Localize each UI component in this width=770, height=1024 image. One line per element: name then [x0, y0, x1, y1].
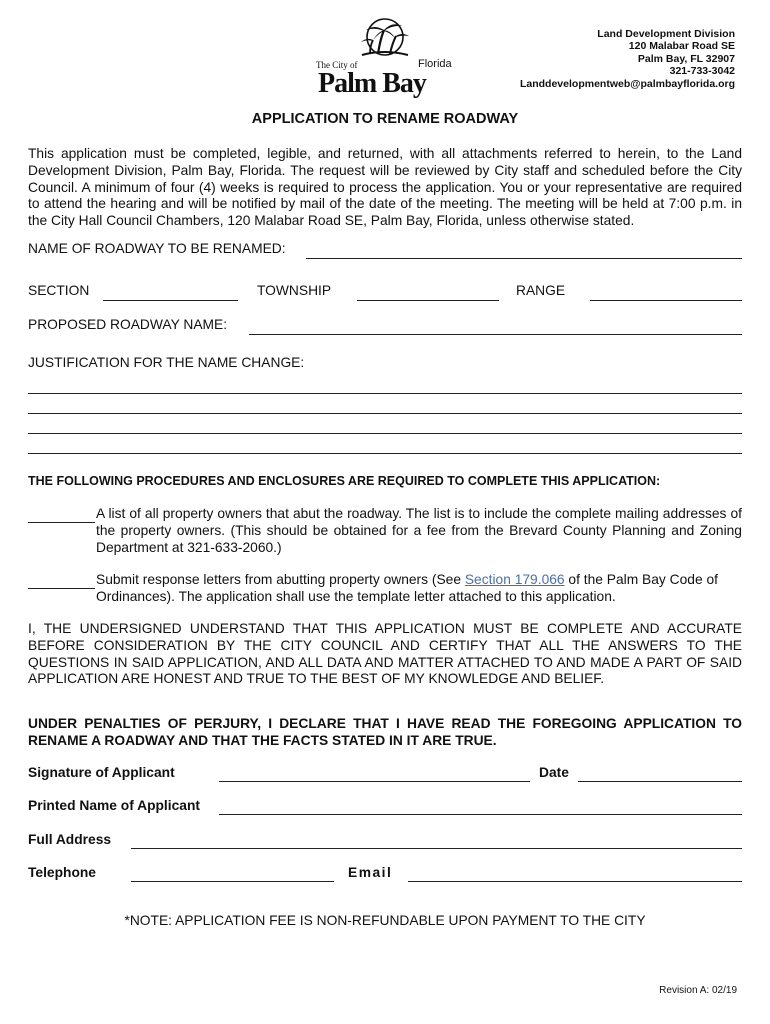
telephone-field[interactable]: [131, 865, 334, 882]
justification-line-2[interactable]: [28, 397, 742, 414]
palm-bay-logo: [312, 18, 458, 100]
fee-note: *NOTE: APPLICATION FEE IS NON-REFUNDABLE UPON PAYMENT TO THE CITY: [124, 913, 646, 928]
roadway-name-label: NAME OF ROADWAY TO BE RENAMED:: [28, 241, 286, 256]
logo-palm-bay-text: Palm Bay: [318, 68, 426, 99]
signature-label: Signature of Applicant: [28, 765, 175, 780]
procedure-2-text: [96, 572, 742, 606]
date-field[interactable]: [578, 765, 742, 782]
justification-line-1[interactable]: [28, 377, 742, 394]
procedure-1-check-blank[interactable]: [28, 506, 95, 523]
address-phone: 321-733-3042: [669, 65, 735, 78]
email-label: Email: [348, 865, 393, 880]
email-field[interactable]: [408, 865, 742, 882]
address-city: Palm Bay, FL 32907: [637, 52, 735, 65]
revision-label: Revision A: 02/19: [659, 985, 737, 996]
justification-label: JUSTIFICATION FOR THE NAME CHANGE:: [28, 355, 305, 370]
procedure-2-check-blank[interactable]: [28, 572, 95, 589]
township-field[interactable]: [357, 284, 499, 301]
address-email: Landdevelopmentweb@palmbayflorida.org: [519, 77, 735, 90]
roadway-name-field[interactable]: [306, 242, 742, 259]
procedure-2-text-after: of the Palm Bay Code of Ordinances). The application shall use the template letter attached to this application.: [96, 572, 718, 604]
range-field[interactable]: [590, 284, 742, 301]
township-label: TOWNSHIP: [257, 283, 332, 298]
section-field[interactable]: [103, 284, 238, 301]
procedure-1-text: A list of all property owners that abut the roadway. The list is to include the complete mailing addresses of the property owners. (This should be obtained for a fee from the Brevard County Planning and Zoning Department at 321-633-2060.): [96, 506, 742, 555]
perjury-declaration: UNDER PENALTIES OF PERJURY, I DECLARE THAT I HAVE READ THE FOREGOING APPLICATION TO RENAME A ROADWAY AND THAT THE FACTS STATED IN IT ARE TRUE.: [28, 716, 742, 748]
printed-name-field[interactable]: [219, 798, 742, 815]
justification-line-4[interactable]: [28, 437, 742, 454]
proposed-name-label: PROPOSED ROADWAY NAME:: [28, 317, 228, 332]
procedures-heading: THE FOLLOWING PROCEDURES AND ENCLOSURES ARE REQUIRED TO COMPLETE THIS APPLICATION:: [28, 474, 661, 488]
proposed-name-field[interactable]: [249, 318, 742, 335]
full-address-label: Full Address: [28, 832, 112, 847]
certification-statement: I, THE UNDERSIGNED UNDERSTAND THAT THIS APPLICATION MUST BE COMPLETE AND ACCURATE BEFORE CONSIDERATION BY THE CITY COUNCIL AND CERTIFY THAT ALL THE ANSWERS TO THE QUESTIONS IN SAID APPLICATION, AND ALL DATA AND MATTER ATTACHED TO AND MADE A PART OF SAID APPLICATION ARE HONEST AND TRUE TO THE BEST OF MY KNOWLEDGE AND BELIEF.: [28, 621, 742, 687]
address-division: Land Development Division: [597, 28, 735, 40]
printed-name-label: Printed Name of Applicant: [28, 798, 200, 813]
date-label: Date: [539, 765, 569, 780]
full-address-field[interactable]: [131, 832, 742, 849]
section-label: SECTION: [28, 283, 90, 298]
telephone-label: Telephone: [28, 865, 96, 880]
range-label: RANGE: [516, 283, 566, 298]
logo-city-of-text: The City of: [316, 60, 358, 70]
procedure-2-text-before: Submit response letters from abutting property owners (See: [96, 572, 465, 587]
address-block: [520, 28, 735, 90]
logo-florida-text: Florida: [418, 58, 452, 70]
intro-paragraph: This application must be completed, legible, and returned, with all attachments referred to herein, to the Land Development Division, Palm Bay, Florida. The request will be reviewed by City staff and scheduled before the City Council. A minimum of four (4) weeks is required to process the application. You or your representative are required to attend the hearing and will be notified by mail of the date of the meeting. The meeting will be held at 7:00 p.m. in the City Hall Council Chambers, 120 Malabar Road SE, Palm Bay, Florida, unless otherwise stated.: [28, 146, 742, 229]
justification-line-3[interactable]: [28, 417, 742, 434]
page-title: APPLICATION TO RENAME ROADWAY: [251, 111, 519, 127]
signature-field[interactable]: [219, 765, 530, 782]
address-street: 120 Malabar Road SE: [628, 40, 735, 53]
section-179-066-link[interactable]: Section 179.066: [464, 572, 565, 587]
